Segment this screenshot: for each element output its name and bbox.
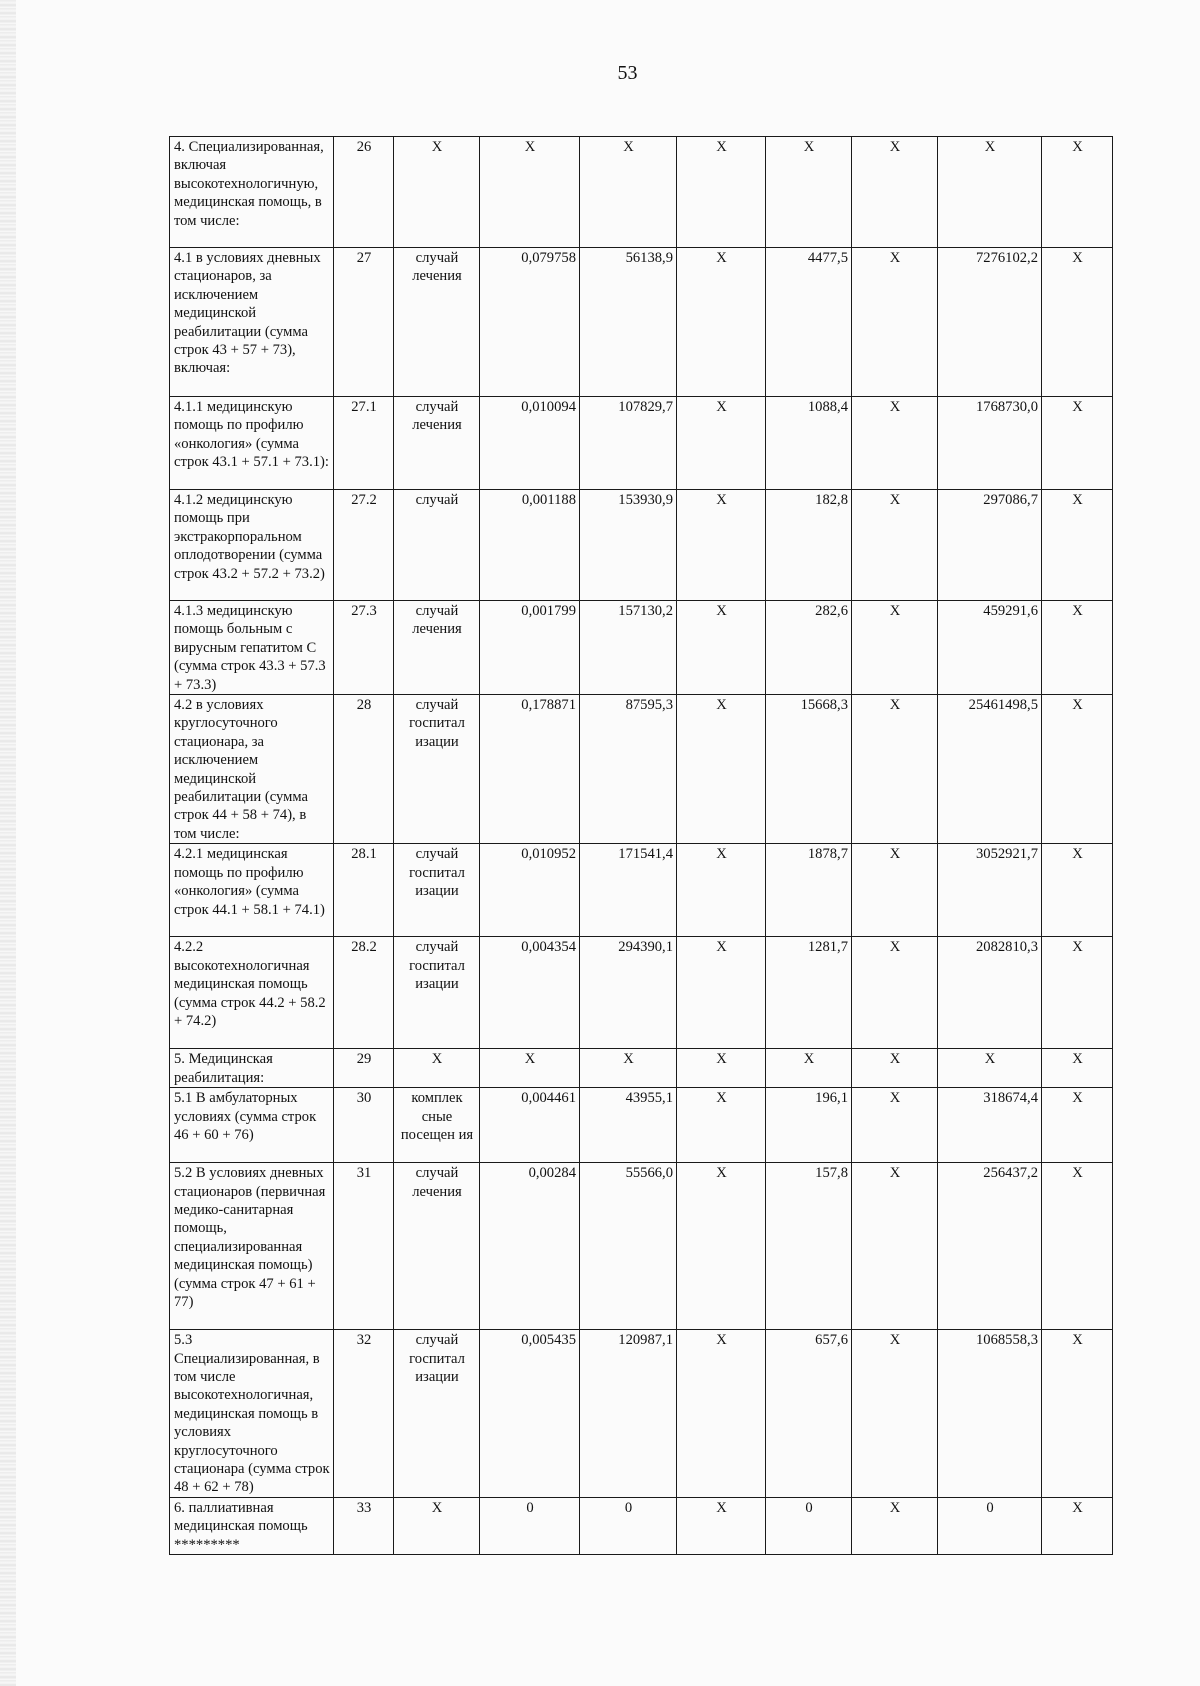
row-name-cell: 5.3 Специализированная, в том числе высокотехнологичная, медицинская помощь в условиях круглосуточного стационара (сумма строк 48 + 62 + 78): [170, 1330, 334, 1498]
data-table: [169, 136, 1113, 1555]
row-name-cell: 5.2 В условиях дневных стационаров (первичная медико-санитарная помощь, специализированная медицинская помощь) (сумма строк 47 + 61 + 77): [170, 1163, 334, 1330]
row-number-cell: 27.3: [334, 601, 394, 695]
value-cell-6: 1088,4: [766, 397, 852, 490]
value-cell-3: 0,005435: [480, 1330, 580, 1498]
value-cell-3: 0,010952: [480, 844, 580, 937]
table-row: [170, 601, 1113, 695]
row-name-cell: 4.1.1 медицинскую помощь по профилю «онкология» (сумма строк 43.1 + 57.1 + 73.1):: [170, 397, 334, 490]
value-cell-9: Х: [1042, 601, 1113, 695]
value-cell-5: Х: [677, 937, 766, 1049]
table-row: [170, 248, 1113, 397]
row-number-cell: 28.1: [334, 844, 394, 937]
value-cell-9: Х: [1042, 1330, 1113, 1498]
value-cell-5: Х: [677, 248, 766, 397]
value-cell-6: 4477,5: [766, 248, 852, 397]
value-cell-4: Х: [580, 137, 677, 248]
value-cell-7: Х: [852, 490, 938, 601]
value-cell-3: 0,001799: [480, 601, 580, 695]
unit-cell: случай лечения: [394, 397, 480, 490]
value-cell-8: 7276102,2: [938, 248, 1042, 397]
row-number-cell: 27.1: [334, 397, 394, 490]
value-cell-7: Х: [852, 397, 938, 490]
value-cell-3: 0: [480, 1497, 580, 1554]
value-cell-7: Х: [852, 248, 938, 397]
value-cell-8: 2082810,3: [938, 937, 1042, 1049]
table-row: [170, 137, 1113, 248]
value-cell-8: 459291,6: [938, 601, 1042, 695]
value-cell-5: Х: [677, 137, 766, 248]
value-cell-9: Х: [1042, 695, 1113, 844]
value-cell-8: 256437,2: [938, 1163, 1042, 1330]
value-cell-4: Х: [580, 1049, 677, 1088]
value-cell-9: Х: [1042, 1163, 1113, 1330]
value-cell-4: 153930,9: [580, 490, 677, 601]
value-cell-8: 297086,7: [938, 490, 1042, 601]
row-number-cell: 29: [334, 1049, 394, 1088]
row-number-cell: 30: [334, 1088, 394, 1163]
unit-cell: случай лечения: [394, 248, 480, 397]
value-cell-4: 294390,1: [580, 937, 677, 1049]
table-row: [170, 695, 1113, 844]
value-cell-5: Х: [677, 601, 766, 695]
value-cell-3: 0,001188: [480, 490, 580, 601]
value-cell-5: Х: [677, 1497, 766, 1554]
value-cell-6: 157,8: [766, 1163, 852, 1330]
value-cell-9: Х: [1042, 844, 1113, 937]
table-row: [170, 397, 1113, 490]
value-cell-5: Х: [677, 1049, 766, 1088]
value-cell-7: Х: [852, 601, 938, 695]
value-cell-3: 0,00284: [480, 1163, 580, 1330]
row-name-cell: 4.2.1 медицинская помощь по профилю «онкология» (сумма строк 44.1 + 58.1 + 74.1): [170, 844, 334, 937]
value-cell-6: 1878,7: [766, 844, 852, 937]
value-cell-9: Х: [1042, 248, 1113, 397]
value-cell-9: Х: [1042, 1497, 1113, 1554]
value-cell-6: 657,6: [766, 1330, 852, 1498]
value-cell-8: Х: [938, 137, 1042, 248]
table-row: [170, 1049, 1113, 1088]
value-cell-6: 282,6: [766, 601, 852, 695]
value-cell-4: 171541,4: [580, 844, 677, 937]
unit-cell: Х: [394, 1497, 480, 1554]
value-cell-3: 0,178871: [480, 695, 580, 844]
value-cell-6: Х: [766, 137, 852, 248]
row-number-cell: 28.2: [334, 937, 394, 1049]
table-row: [170, 937, 1113, 1049]
value-cell-3: 0,004354: [480, 937, 580, 1049]
value-cell-8: 0: [938, 1497, 1042, 1554]
unit-cell: Х: [394, 137, 480, 248]
table-row: [170, 844, 1113, 937]
value-cell-4: 120987,1: [580, 1330, 677, 1498]
value-cell-6: Х: [766, 1049, 852, 1088]
value-cell-3: 0,004461: [480, 1088, 580, 1163]
value-cell-9: Х: [1042, 397, 1113, 490]
row-number-cell: 27.2: [334, 490, 394, 601]
row-name-cell: 4.2 в условиях круглосуточного стационара, за исключением медицинской реабилитации (сумма строк 44 + 58 + 74), в том числе:: [170, 695, 334, 844]
value-cell-6: 1281,7: [766, 937, 852, 1049]
value-cell-4: 56138,9: [580, 248, 677, 397]
value-cell-5: Х: [677, 1088, 766, 1163]
value-cell-7: Х: [852, 137, 938, 248]
value-cell-8: 25461498,5: [938, 695, 1042, 844]
row-number-cell: 27: [334, 248, 394, 397]
value-cell-8: 3052921,7: [938, 844, 1042, 937]
value-cell-4: 87595,3: [580, 695, 677, 844]
value-cell-6: 15668,3: [766, 695, 852, 844]
value-cell-3: 0,010094: [480, 397, 580, 490]
value-cell-8: 318674,4: [938, 1088, 1042, 1163]
row-name-cell: 6. паллиативная медицинская помощь *********: [170, 1497, 334, 1554]
unit-cell: Х: [394, 1049, 480, 1088]
value-cell-7: Х: [852, 1163, 938, 1330]
value-cell-7: Х: [852, 1049, 938, 1088]
value-cell-9: Х: [1042, 490, 1113, 601]
value-cell-6: 196,1: [766, 1088, 852, 1163]
value-cell-5: Х: [677, 397, 766, 490]
value-cell-7: Х: [852, 1330, 938, 1498]
value-cell-8: 1768730,0: [938, 397, 1042, 490]
value-cell-5: Х: [677, 490, 766, 601]
value-cell-7: Х: [852, 1088, 938, 1163]
row-name-cell: 5.1 В амбулаторных условиях (сумма строк 46 + 60 + 76): [170, 1088, 334, 1163]
value-cell-8: Х: [938, 1049, 1042, 1088]
value-cell-4: 107829,7: [580, 397, 677, 490]
value-cell-5: Х: [677, 695, 766, 844]
row-name-cell: 4.1.3 медицинскую помощь больным с вирусным гепатитом С (сумма строк 43.3 + 57.3 + 73.3): [170, 601, 334, 695]
value-cell-4: 55566,0: [580, 1163, 677, 1330]
unit-cell: случай госпитал изации: [394, 844, 480, 937]
value-cell-3: Х: [480, 137, 580, 248]
value-cell-9: Х: [1042, 937, 1113, 1049]
unit-cell: случай: [394, 490, 480, 601]
table-row: [170, 490, 1113, 601]
row-name-cell: 4.2.2 высокотехнологичная медицинская помощь (сумма строк 44.2 + 58.2 + 74.2): [170, 937, 334, 1049]
unit-cell: комплек сные посещен ия: [394, 1088, 480, 1163]
value-cell-5: Х: [677, 1163, 766, 1330]
value-cell-4: 43955,1: [580, 1088, 677, 1163]
value-cell-3: 0,079758: [480, 248, 580, 397]
scan-edge: [0, 0, 16, 1686]
value-cell-6: 0: [766, 1497, 852, 1554]
row-name-cell: 4.1.2 медицинскую помощь при экстракорпоральном оплодотворении (сумма строк 43.2 + 57.2 + 73.2): [170, 490, 334, 601]
table-row: [170, 1088, 1113, 1163]
value-cell-8: 1068558,3: [938, 1330, 1042, 1498]
row-name-cell: 4. Специализированная, включая высокотехнологичную, медицинская помощь, в том числе:: [170, 137, 334, 248]
table-row: [170, 1497, 1113, 1554]
value-cell-9: Х: [1042, 1049, 1113, 1088]
unit-cell: случай лечения: [394, 601, 480, 695]
unit-cell: случай госпитал изации: [394, 1330, 480, 1498]
value-cell-4: 157130,2: [580, 601, 677, 695]
value-cell-9: Х: [1042, 1088, 1113, 1163]
value-cell-7: Х: [852, 1497, 938, 1554]
unit-cell: случай лечения: [394, 1163, 480, 1330]
table-row: [170, 1330, 1113, 1498]
unit-cell: случай госпитал изации: [394, 695, 480, 844]
value-cell-5: Х: [677, 1330, 766, 1498]
row-number-cell: 26: [334, 137, 394, 248]
row-number-cell: 31: [334, 1163, 394, 1330]
value-cell-5: Х: [677, 844, 766, 937]
value-cell-7: Х: [852, 844, 938, 937]
page-number: 53: [617, 62, 638, 84]
value-cell-9: Х: [1042, 137, 1113, 248]
value-cell-7: Х: [852, 937, 938, 1049]
row-number-cell: 32: [334, 1330, 394, 1498]
unit-cell: случай госпитал изации: [394, 937, 480, 1049]
table-row: [170, 1163, 1113, 1330]
row-name-cell: 4.1 в условиях дневных стационаров, за исключением медицинской реабилитации (сумма строк 43 + 57 + 73), включая:: [170, 248, 334, 397]
value-cell-3: Х: [480, 1049, 580, 1088]
row-number-cell: 33: [334, 1497, 394, 1554]
value-cell-7: Х: [852, 695, 938, 844]
row-name-cell: 5. Медицинская реабилитация:: [170, 1049, 334, 1088]
row-number-cell: 28: [334, 695, 394, 844]
value-cell-4: 0: [580, 1497, 677, 1554]
value-cell-6: 182,8: [766, 490, 852, 601]
